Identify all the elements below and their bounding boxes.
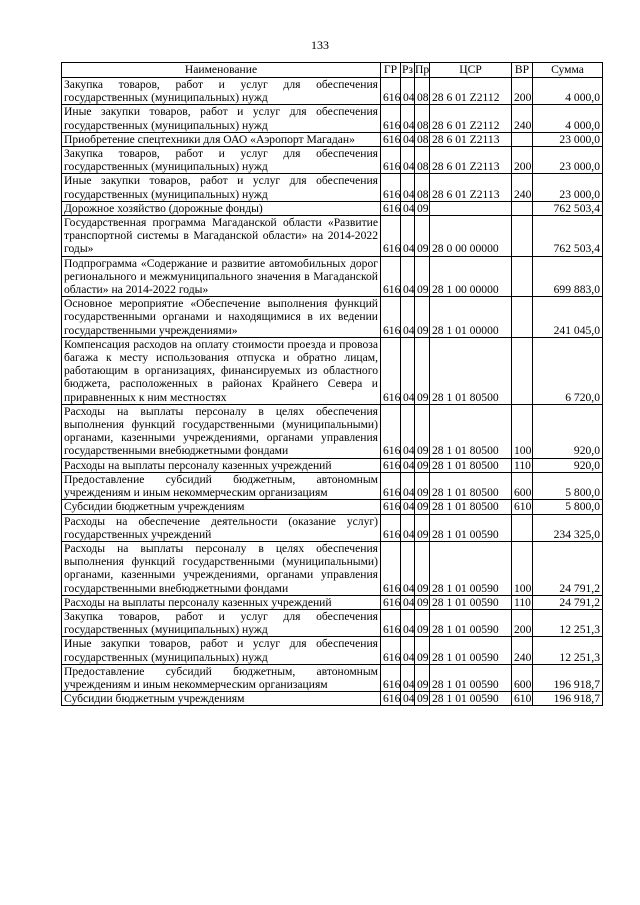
row-name: Закупка товаров, работ и услуг для обеспечения государственных (муниципальных) нужд xyxy=(62,609,381,636)
row-name: Расходы на выплаты персоналу в целях обеспечения выполнения функций государственными (муниципальными) органами, казенными учреждениями, органами управления государственными внебюджетными фондами xyxy=(62,541,381,595)
table-row xyxy=(62,404,603,458)
row-csr: 28 1 01 00590 xyxy=(430,595,512,609)
row-vr: 610 xyxy=(512,500,533,514)
row-vr: 200 xyxy=(512,609,533,636)
header-pr: Пр xyxy=(415,63,430,77)
row-csr: 28 1 01 80500 xyxy=(430,500,512,514)
header-name: Наименование xyxy=(62,63,381,78)
row-csr: 28 6 01 Z2112 xyxy=(430,105,512,132)
row-gr: 616 xyxy=(381,147,401,174)
row-rz: 04 xyxy=(401,174,415,201)
row-csr: 28 6 01 Z2112 xyxy=(430,78,512,105)
row-pr: 09 xyxy=(415,637,430,664)
row-gr: 616 xyxy=(381,664,401,691)
row-gr: 616 xyxy=(381,637,401,664)
row-csr: 28 1 01 00590 xyxy=(430,541,512,595)
row-gr: 616 xyxy=(381,216,401,257)
row-gr: 616 xyxy=(381,514,401,541)
row-name: Иные закупки товаров, работ и услуг для обеспечения государственных (муниципальных) нужд xyxy=(62,105,381,132)
row-pr: 09 xyxy=(415,692,430,706)
row-gr: 616 xyxy=(381,78,401,105)
row-gr: 616 xyxy=(381,132,401,146)
table-row xyxy=(62,637,603,664)
row-rz: 04 xyxy=(401,201,415,215)
row-name: Компенсация расходов на оплату стоимости проезда и провоза багажа к месту использования отпуска и обратно лицам, работающим в организациях, финансируемых из областного бюджета, расположенных в районах Крайнего Севера и приравненных к ним местностях xyxy=(62,337,381,404)
row-name: Подпрограмма «Содержание и развитие автомобильных дорог регионального и межмуниципального значения в Магаданской области» на 2014-2022 годы» xyxy=(62,256,381,297)
row-pr: 09 xyxy=(415,201,430,215)
row-rz: 04 xyxy=(401,637,415,664)
table-row xyxy=(62,256,603,297)
row-vr: 110 xyxy=(512,458,533,472)
row-gr: 616 xyxy=(381,256,401,297)
row-gr: 616 xyxy=(381,692,401,706)
table-header-row xyxy=(62,63,603,78)
row-pr: 09 xyxy=(415,256,430,297)
row-rz: 04 xyxy=(401,541,415,595)
row-gr: 616 xyxy=(381,337,401,404)
row-pr: 09 xyxy=(415,404,430,458)
row-name: Субсидии бюджетным учреждениям xyxy=(62,500,381,514)
row-vr xyxy=(512,297,533,338)
row-vr xyxy=(512,201,533,215)
row-pr: 09 xyxy=(415,458,430,472)
row-sum: 23 000,0 xyxy=(533,174,603,201)
row-vr: 100 xyxy=(512,541,533,595)
row-name: Расходы на обеспечение деятельности (оказание услуг) государственных учреждений xyxy=(62,514,381,541)
table-row xyxy=(62,105,603,132)
table-row xyxy=(62,692,603,706)
row-csr: 28 6 01 Z2113 xyxy=(430,147,512,174)
table-row xyxy=(62,500,603,514)
row-pr: 08 xyxy=(415,147,430,174)
row-gr: 616 xyxy=(381,472,401,499)
row-gr: 616 xyxy=(381,609,401,636)
row-vr: 600 xyxy=(512,472,533,499)
row-name: Предоставление субсидий бюджетным, автономным учреждениям и иным некоммерческим организациям xyxy=(62,664,381,691)
row-vr: 100 xyxy=(512,404,533,458)
row-pr: 08 xyxy=(415,78,430,105)
row-name: Расходы на выплаты персоналу казенных учреждений xyxy=(62,458,381,472)
row-rz: 04 xyxy=(401,404,415,458)
row-rz: 04 xyxy=(401,216,415,257)
row-name: Государственная программа Магаданской области «Развитие транспортной системы в Магаданской области» на 2014-2022 годы» xyxy=(62,216,381,257)
row-vr: 240 xyxy=(512,105,533,132)
table-row xyxy=(62,132,603,146)
table-row xyxy=(62,78,603,105)
row-name: Предоставление субсидий бюджетным, автономным учреждениям и иным некоммерческим организациям xyxy=(62,472,381,499)
row-gr: 616 xyxy=(381,105,401,132)
row-name: Закупка товаров, работ и услуг для обеспечения государственных (муниципальных) нужд xyxy=(62,78,381,105)
table-row xyxy=(62,216,603,257)
row-sum: 234 325,0 xyxy=(533,514,603,541)
table-row xyxy=(62,472,603,499)
row-sum: 12 251,3 xyxy=(533,637,603,664)
row-sum: 920,0 xyxy=(533,458,603,472)
row-pr: 09 xyxy=(415,664,430,691)
row-rz: 04 xyxy=(401,458,415,472)
row-rz: 04 xyxy=(401,256,415,297)
table-row xyxy=(62,458,603,472)
row-gr: 616 xyxy=(381,500,401,514)
row-pr: 09 xyxy=(415,609,430,636)
table-row xyxy=(62,337,603,404)
row-gr: 616 xyxy=(381,541,401,595)
row-sum: 4 000,0 xyxy=(533,105,603,132)
row-pr: 08 xyxy=(415,105,430,132)
row-sum: 699 883,0 xyxy=(533,256,603,297)
table-row xyxy=(62,147,603,174)
row-sum: 24 791,2 xyxy=(533,541,603,595)
row-sum: 920,0 xyxy=(533,404,603,458)
row-vr xyxy=(512,337,533,404)
row-pr: 08 xyxy=(415,174,430,201)
row-vr: 610 xyxy=(512,692,533,706)
header-vr: ВР xyxy=(512,63,533,78)
row-csr: 28 1 00 00000 xyxy=(430,256,512,297)
row-sum: 23 000,0 xyxy=(533,147,603,174)
row-rz: 04 xyxy=(401,147,415,174)
row-name: Субсидии бюджетным учреждениям xyxy=(62,692,381,706)
row-pr: 09 xyxy=(415,472,430,499)
row-sum: 196 918,7 xyxy=(533,664,603,691)
row-rz: 04 xyxy=(401,595,415,609)
header-rz: Рз xyxy=(401,63,414,77)
row-name: Приобретение спецтехники для ОАО «Аэропорт Магадан» xyxy=(62,132,381,146)
row-rz: 04 xyxy=(401,337,415,404)
row-pr: 09 xyxy=(415,500,430,514)
row-pr: 09 xyxy=(415,541,430,595)
row-rz: 04 xyxy=(401,692,415,706)
row-rz: 04 xyxy=(401,609,415,636)
row-csr: 28 6 01 Z2113 xyxy=(430,174,512,201)
row-csr: 28 1 01 00590 xyxy=(430,692,512,706)
row-rz: 04 xyxy=(401,105,415,132)
row-vr: 600 xyxy=(512,664,533,691)
row-sum: 762 503,4 xyxy=(533,201,603,215)
row-pr: 09 xyxy=(415,514,430,541)
row-gr: 616 xyxy=(381,201,401,215)
row-name: Расходы на выплаты персоналу в целях обеспечения выполнения функций государственными (муниципальными) органами, казенными учреждениями, органами управления государственными внебюджетными фондами xyxy=(62,404,381,458)
row-sum: 12 251,3 xyxy=(533,609,603,636)
row-csr: 28 1 01 80500 xyxy=(430,472,512,499)
row-csr: 28 1 01 00590 xyxy=(430,514,512,541)
row-vr: 240 xyxy=(512,174,533,201)
row-sum: 196 918,7 xyxy=(533,692,603,706)
row-sum: 6 720,0 xyxy=(533,337,603,404)
row-rz: 04 xyxy=(401,664,415,691)
row-csr: 28 1 01 00000 xyxy=(430,297,512,338)
row-csr xyxy=(430,201,512,215)
row-pr: 09 xyxy=(415,297,430,338)
table-row xyxy=(62,664,603,691)
row-name: Дорожное хозяйство (дорожные фонды) xyxy=(62,201,381,215)
row-gr: 616 xyxy=(381,458,401,472)
row-csr: 28 1 01 00590 xyxy=(430,664,512,691)
row-vr xyxy=(512,132,533,146)
row-rz: 04 xyxy=(401,472,415,499)
row-gr: 616 xyxy=(381,595,401,609)
row-sum: 5 800,0 xyxy=(533,472,603,499)
row-vr: 240 xyxy=(512,637,533,664)
row-sum: 241 045,0 xyxy=(533,297,603,338)
row-csr: 28 0 00 00000 xyxy=(430,216,512,257)
header-csr: ЦСР xyxy=(430,63,512,78)
row-name: Основное мероприятие «Обеспечение выполнения функций государственными органами и находящимися в их ведении государственными учреждениями» xyxy=(62,297,381,338)
row-rz: 04 xyxy=(401,297,415,338)
row-vr: 200 xyxy=(512,78,533,105)
row-vr: 200 xyxy=(512,147,533,174)
row-vr xyxy=(512,514,533,541)
row-csr: 28 1 01 80500 xyxy=(430,404,512,458)
table-row xyxy=(62,541,603,595)
row-name: Иные закупки товаров, работ и услуг для обеспечения государственных (муниципальных) нужд xyxy=(62,174,381,201)
header-sum: Сумма xyxy=(533,63,603,78)
row-sum: 4 000,0 xyxy=(533,78,603,105)
table-row xyxy=(62,297,603,338)
row-rz: 04 xyxy=(401,514,415,541)
row-csr: 28 1 01 00590 xyxy=(430,609,512,636)
row-gr: 616 xyxy=(381,404,401,458)
row-gr: 616 xyxy=(381,297,401,338)
table-body xyxy=(62,78,603,706)
header-gr: ГР xyxy=(381,63,401,78)
row-rz: 04 xyxy=(401,500,415,514)
row-sum: 23 000,0 xyxy=(533,132,603,146)
row-vr xyxy=(512,256,533,297)
row-vr: 110 xyxy=(512,595,533,609)
table-row xyxy=(62,595,603,609)
row-rz: 04 xyxy=(401,132,415,146)
row-vr xyxy=(512,216,533,257)
table-row xyxy=(62,609,603,636)
row-name: Иные закупки товаров, работ и услуг для обеспечения государственных (муниципальных) нужд xyxy=(62,637,381,664)
row-pr: 08 xyxy=(415,132,430,146)
page-number: 133 xyxy=(311,38,329,52)
row-csr: 28 1 01 80500 xyxy=(430,337,512,404)
row-csr: 28 1 01 00590 xyxy=(430,637,512,664)
row-gr: 616 xyxy=(381,174,401,201)
row-pr: 09 xyxy=(415,595,430,609)
row-sum: 24 791,2 xyxy=(533,595,603,609)
row-pr: 09 xyxy=(415,216,430,257)
budget-table xyxy=(61,62,603,706)
row-csr: 28 6 01 Z2113 xyxy=(430,132,512,146)
row-name: Расходы на выплаты персоналу казенных учреждений xyxy=(62,595,381,609)
table-row xyxy=(62,514,603,541)
row-name: Закупка товаров, работ и услуг для обеспечения государственных (муниципальных) нужд xyxy=(62,147,381,174)
table-row xyxy=(62,201,603,215)
row-sum: 762 503,4 xyxy=(533,216,603,257)
table-row xyxy=(62,174,603,201)
row-rz: 04 xyxy=(401,78,415,105)
row-pr: 09 xyxy=(415,337,430,404)
row-sum: 5 800,0 xyxy=(533,500,603,514)
row-csr: 28 1 01 80500 xyxy=(430,458,512,472)
